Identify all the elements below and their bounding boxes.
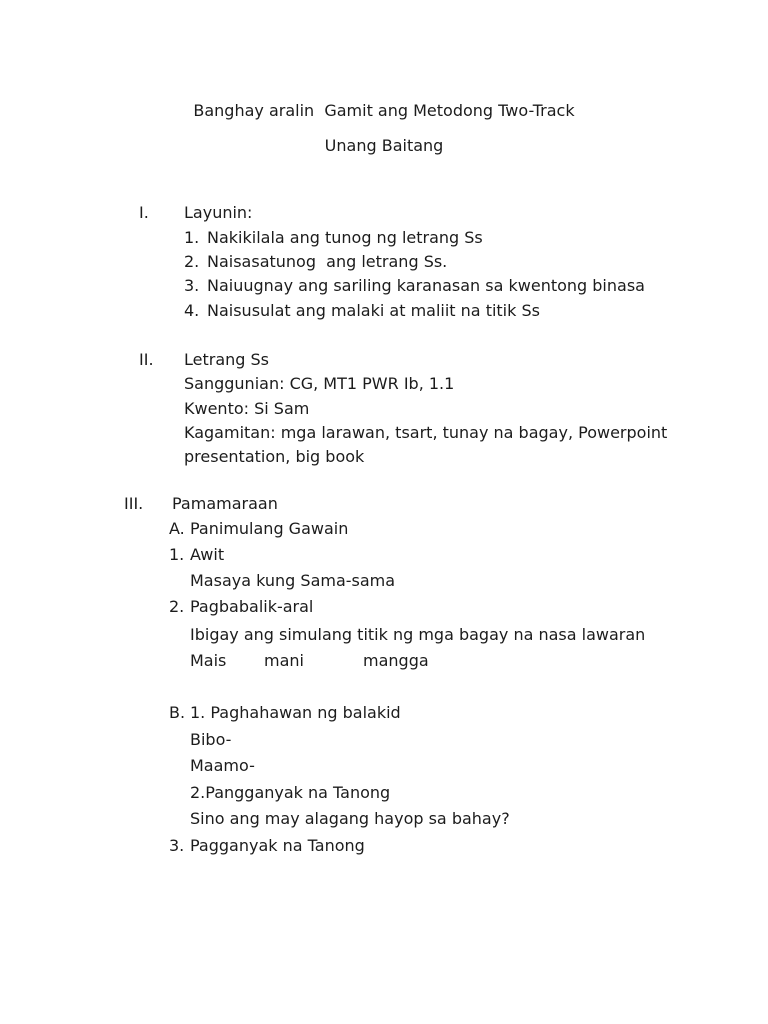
step-1-detail: Masaya kung Sama-sama <box>190 571 396 590</box>
section-2-numeral: II. <box>139 350 154 369</box>
step-2-number: 2. <box>169 597 185 616</box>
section-2-heading: Letrang Ss <box>184 350 270 369</box>
grade-level: Unang Baitang <box>324 136 444 155</box>
part-b-item-2-detail: Sino ang may alagang hayop sa bahay? <box>190 809 510 828</box>
step-2-detail: Ibigay ang simulang titik ng mga bagay na nasa lawaran <box>190 625 646 644</box>
objective-1-number: 1. <box>184 228 200 247</box>
part-b-item-2: 2.Pangganyak na Tanong <box>190 783 391 802</box>
section-1-numeral: I. <box>139 203 149 222</box>
part-b-label: B. <box>169 703 186 722</box>
document-title: Banghay aralin Gamit ang Metodong Two-Track <box>193 101 575 120</box>
vocab-word-1: Bibo- <box>190 730 232 749</box>
objective-2-text: Naisasatunog ang letrang Ss. <box>207 252 448 271</box>
part-a-label: A. <box>169 519 185 538</box>
review-word-3: mangga <box>363 651 429 670</box>
objective-4-number: 4. <box>184 301 200 320</box>
review-word-2: mani <box>264 651 304 670</box>
objective-3-number: 3. <box>184 276 200 295</box>
materials-line-1: Kagamitan: mga larawan, tsart, tunay na bagay, Powerpoint <box>184 423 668 442</box>
part-b-item-1: 1. Paghahawan ng balakid <box>190 703 401 722</box>
reference-line: Sanggunian: CG, MT1 PWR Ib, 1.1 <box>184 374 455 393</box>
objective-1-text: Nakikilala ang tunog ng letrang Ss <box>207 228 483 247</box>
step-1-number: 1. <box>169 545 185 564</box>
part-b-item-3-number: 3. <box>169 836 185 855</box>
story-line: Kwento: Si Sam <box>184 399 310 418</box>
review-word-1: Mais <box>190 651 227 670</box>
materials-line-2: presentation, big book <box>184 447 365 466</box>
objective-4-text: Naisusulat ang malaki at maliit na titik Ss <box>207 301 540 320</box>
part-b-item-3-title: Pagganyak na Tanong <box>190 836 365 855</box>
step-1-title: Awit <box>190 545 225 564</box>
step-2-title: Pagbabalik-aral <box>190 597 314 616</box>
objective-2-number: 2. <box>184 252 200 271</box>
vocab-word-2: Maamo- <box>190 756 255 775</box>
objective-3-text: Naiuugnay ang sariling karanasan sa kwentong binasa <box>207 276 645 295</box>
section-3-numeral: III. <box>124 494 144 513</box>
section-1-heading: Layunin: <box>184 203 253 222</box>
section-3-heading: Pamamaraan <box>172 494 278 513</box>
part-a-title: Panimulang Gawain <box>190 519 349 538</box>
